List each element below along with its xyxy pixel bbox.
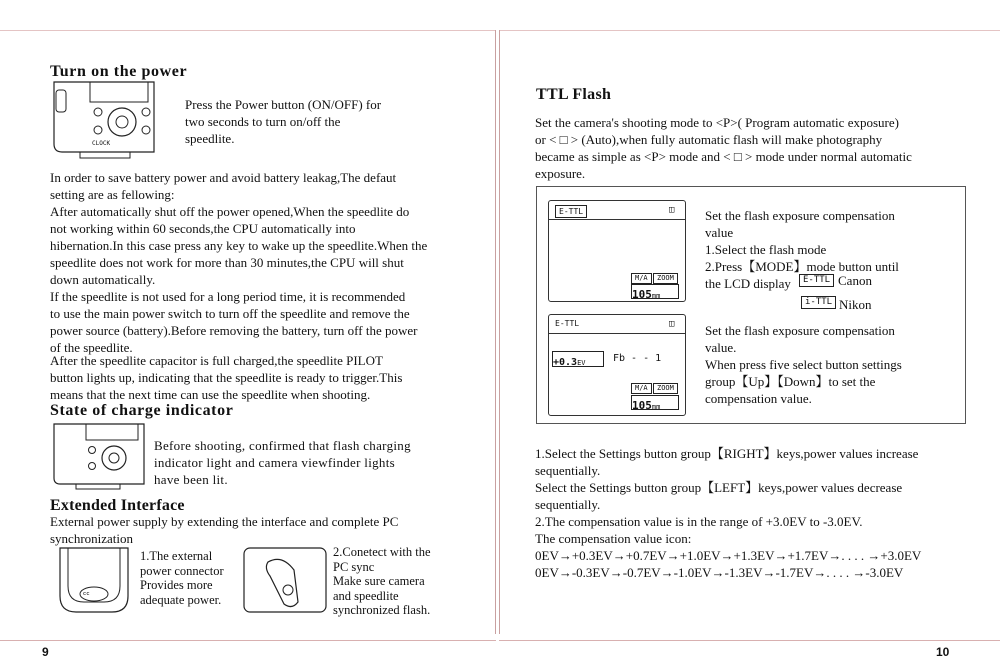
ttl-figure-box bbox=[536, 186, 966, 424]
lcd-screen-1 bbox=[548, 200, 686, 302]
power-connector-illustration bbox=[50, 546, 138, 614]
extended-item-2: 2.Conetect with the PC sync Make sure camera and speedlite synchronized flash. bbox=[333, 545, 431, 617]
ttl-section-title: TTL Flash bbox=[536, 86, 612, 103]
canon-label: Canon bbox=[838, 273, 872, 288]
ttl-intro: Set the camera's shooting mode to <P>( Program automatic exposure) or < □ > (Auto),when fully automatic flash will make photography became as simple as <P> mode and < □ > mode under normal automatic exposure. bbox=[535, 115, 912, 181]
charge-text: Before shooting, confirmed that flash charging indicator light and camera viewfinder lights have been lit. bbox=[154, 438, 411, 487]
lcd2-zoom: ZOOM bbox=[653, 383, 678, 394]
lcd2-zoom-box bbox=[631, 395, 679, 410]
lcd1-ma: M/A bbox=[631, 273, 652, 284]
right-page-number: 10 bbox=[936, 645, 950, 659]
lcd2-unit: mm bbox=[651, 403, 661, 411]
power-paragraph-4: After the speedlite capacitor is full charged,the speedlite PILOT button lights up, indicating that the speedlite is ready to trigger.This means that the next time can use the speedlite when shooting. bbox=[50, 353, 403, 402]
lcd2-fb: Fb - - 1 bbox=[613, 353, 662, 364]
extended-intro: External power supply by extending the interface and complete PC synchronization bbox=[50, 514, 399, 546]
left-page bbox=[0, 0, 496, 664]
left-page-number: 9 bbox=[42, 645, 49, 659]
nikon-ittl-tag: i-TTL bbox=[801, 296, 836, 309]
lcd1-mode: E-TTL bbox=[555, 205, 587, 218]
figure-clock-label: CLOCK bbox=[92, 140, 111, 147]
lcd2-mode: E-TTL bbox=[555, 319, 580, 328]
lcd2-zoom-value: 105 bbox=[632, 399, 652, 412]
power-intro-text: Press the Power button (ON/OFF) for two seconds to turn on/off the speedlite. bbox=[185, 97, 382, 146]
lcd1-zoom-value: 105 bbox=[632, 288, 652, 301]
lcd1-zoom: ZOOM bbox=[653, 273, 678, 284]
power-paragraph-1: In order to save battery power and avoid battery leakag,The defaut setting are as fellowing: bbox=[50, 170, 397, 202]
nikon-label: Nikon bbox=[839, 297, 872, 312]
canon-ettl-tag: E-TTL bbox=[799, 274, 834, 287]
lcd2-ma: M/A bbox=[631, 383, 652, 394]
speedlite-indicator-illustration bbox=[50, 422, 150, 490]
charge-section-title: State of charge indicator bbox=[50, 402, 234, 419]
ttl-box-text-1: Set the flash exposure compensation value 1.Select the flash mode 2.Press【MODE】mode button until the LCD display bbox=[705, 208, 899, 291]
power-paragraph-3: If the speedlite is not used for a long period time, it is recommended to use the main power switch to turn off the speedlite and remove the power source (battery).Before removing the battery, turn off the power of the speedlite. bbox=[50, 289, 418, 355]
lcd-screen-2 bbox=[548, 314, 686, 416]
right-page bbox=[499, 0, 1000, 664]
lcd1-unit: mm bbox=[651, 292, 661, 300]
extended-item-1: 1.The external power connector Provides more adequate power. bbox=[140, 549, 224, 607]
extended-section-title: Extended Interface bbox=[50, 497, 185, 514]
lcd2-comp: +0.3 bbox=[553, 357, 578, 368]
lcd2-ev: EV bbox=[577, 359, 586, 367]
svg-text:ᶜᶜ: ᶜᶜ bbox=[83, 591, 90, 601]
ttl-bottom-text: 1.Select the Settings button group【RIGHT】keys,power values increase sequentially. Select the Settings button group【LEFT】keys,power values decrease sequentially. 2.The compensation value is in the range of +3.0EV to -3.0EV. The compensation value icon: 0EV→+0.3EV→+0.7EV→+1.0EV→+1.3EV→+1.7EV→. . . . →+3.0EV 0EV→-0.3EV→-0.7EV→-1.0EV→-1.3EV→-1.7EV→. . . . →-3.0EV bbox=[535, 446, 922, 580]
power-paragraph-2: After automatically shut off the power opened,When the speedlite do not working within 60 seconds,the CPU automatically into hibernation.In this case press any key to wake up the speedlite.When the speedlite does not work for more than 30 minutes,the CPU will shut down automatically. bbox=[50, 204, 428, 287]
lcd1-zoom-icon: ◫ bbox=[669, 205, 675, 215]
lcd2-zoom-icon: ◫ bbox=[669, 319, 675, 329]
lcd2-comp-box bbox=[552, 351, 604, 367]
power-section-title: Turn on the power bbox=[50, 63, 188, 80]
speedlite-back-illustration bbox=[50, 80, 160, 160]
pc-sync-illustration bbox=[242, 546, 328, 614]
lcd1-zoom-box bbox=[631, 284, 679, 299]
ttl-box-text-2: Set the flash exposure compensation value. When press five select button settings group【Up】【Down】to set the compensation value. bbox=[705, 323, 902, 406]
